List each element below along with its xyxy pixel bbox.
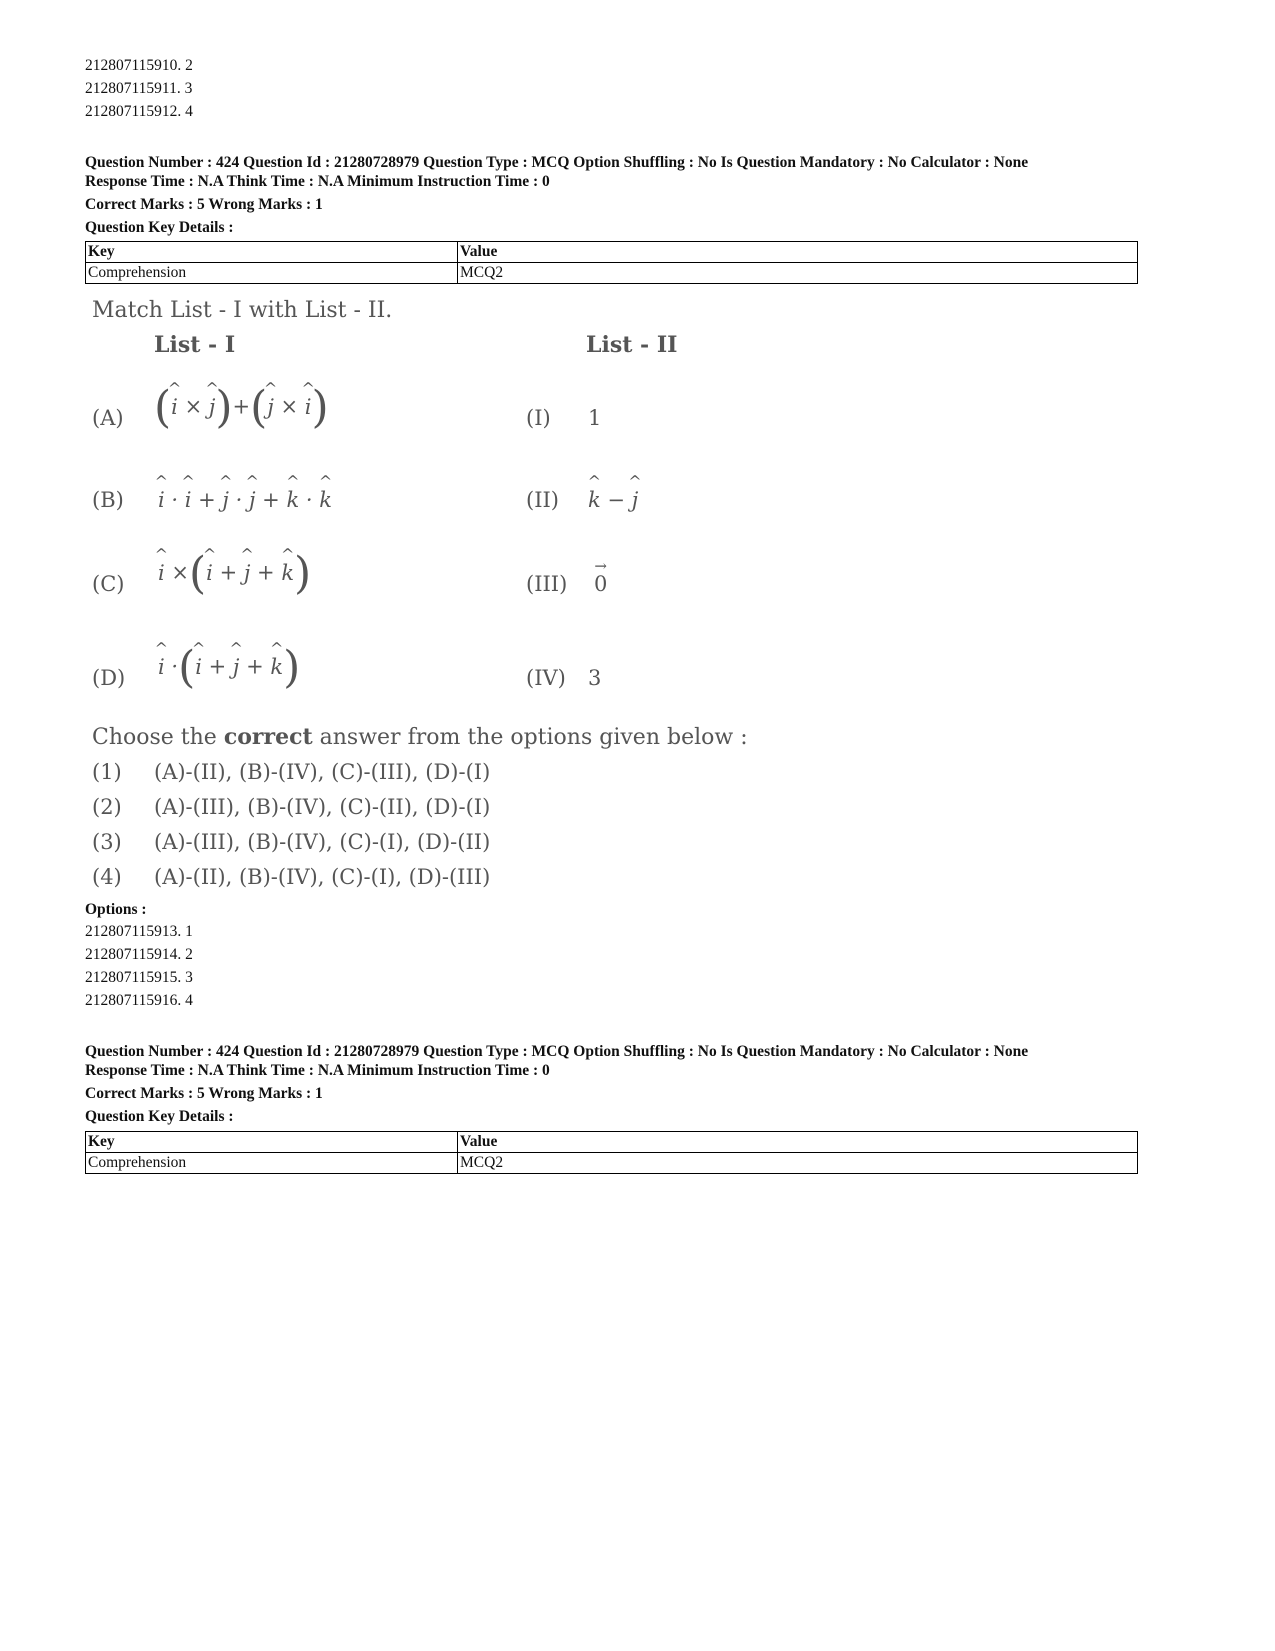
- table-cell-key: Comprehension: [86, 263, 458, 284]
- choose-pre: Choose the: [92, 725, 224, 750]
- question-meta-line2: Response Time : N.A Think Time : N.A Minimum Instruction Time : 0: [85, 173, 550, 190]
- answer-num: (3): [92, 830, 122, 854]
- question-key-details-label: Question Key Details :: [85, 219, 234, 236]
- question-key-details-label: Question Key Details :: [85, 1108, 234, 1125]
- row-b-expression: ^ i · ^ i + ^ j · ^ j + ^ k · ^ k: [158, 488, 332, 512]
- question-key-table: [85, 1131, 1138, 1174]
- option-line: 212807115915. 3: [85, 969, 193, 986]
- answer-num: (2): [92, 795, 122, 819]
- option-line: 212807115911. 3: [85, 80, 193, 97]
- choose-post: answer from the options given below :: [312, 725, 748, 750]
- question-key-table: [85, 241, 1138, 284]
- list1-heading: List - I: [154, 332, 236, 358]
- row-c-right-label: (III): [526, 572, 568, 596]
- row-a-right-value: 1: [588, 406, 602, 430]
- option-line: 212807115914. 2: [85, 946, 193, 963]
- row-a-right-label: (I): [526, 406, 551, 430]
- option-line: 212807115910. 2: [85, 57, 193, 74]
- question-meta-line2: Response Time : N.A Think Time : N.A Minimum Instruction Time : 0: [85, 1062, 550, 1079]
- option-line: 212807115916. 4: [85, 992, 193, 1009]
- table-cell-value: MCQ2: [458, 1153, 1138, 1174]
- option-line: 212807115913. 1: [85, 923, 193, 940]
- row-d-expression: ^ i ·(^ i + ^ j + ^ k): [158, 646, 300, 690]
- table-header-value: Value: [458, 1132, 1138, 1153]
- table-header-row: [86, 1132, 1138, 1153]
- previous-options: [85, 54, 193, 123]
- question-marks: Correct Marks : 5 Wrong Marks : 1: [85, 1085, 323, 1102]
- row-d-right-label: (IV): [526, 666, 566, 690]
- question-title: Match List - I with List - II.: [92, 298, 393, 323]
- table-row: [86, 1153, 1138, 1174]
- row-c-label: (C): [92, 572, 125, 596]
- answer-num: (4): [92, 865, 122, 889]
- table-header-key: Key: [86, 242, 458, 263]
- answer-text: (A)-(II), (B)-(IV), (C)-(III), (D)-(I): [154, 760, 491, 784]
- zero-vector: → 0: [594, 572, 607, 596]
- answer-num: (1): [92, 760, 122, 784]
- choose-bold: correct: [223, 724, 313, 750]
- choose-instruction: [92, 724, 748, 750]
- options-list: [85, 920, 193, 1012]
- question-image: [90, 298, 750, 898]
- answer-text: (A)-(III), (B)-(IV), (C)-(I), (D)-(II): [154, 830, 491, 854]
- answer-text: (A)-(II), (B)-(IV), (C)-(I), (D)-(III): [154, 865, 491, 889]
- row-c-right-value: [594, 572, 607, 596]
- row-d-label: (D): [92, 666, 126, 690]
- row-b-label: (B): [92, 488, 124, 512]
- table-row: [86, 263, 1138, 284]
- option-line: 212807115912. 4: [85, 103, 193, 120]
- table-cell-value: MCQ2: [458, 263, 1138, 284]
- options-label: Options :: [85, 901, 147, 918]
- question-marks: Correct Marks : 5 Wrong Marks : 1: [85, 196, 323, 213]
- answer-text: (A)-(III), (B)-(IV), (C)-(II), (D)-(I): [154, 795, 491, 819]
- row-d-right-value: 3: [588, 666, 602, 690]
- row-b-right-label: (II): [526, 488, 559, 512]
- table-cell-key: Comprehension: [86, 1153, 458, 1174]
- question-meta-line1: Question Number : 424 Question Id : 21280728979 Question Type : MCQ Option Shuffling : No Is Question Mandatory : No Calculator : None: [85, 154, 1029, 171]
- row-c-expression: ^ i ×(^ i + ^ j + ^ k): [158, 552, 311, 596]
- question-meta-line1: Question Number : 424 Question Id : 21280728979 Question Type : MCQ Option Shuffling : No Is Question Mandatory : No Calculator : None: [85, 1043, 1029, 1060]
- row-a-label: (A): [92, 406, 124, 430]
- table-header-key: Key: [86, 1132, 458, 1153]
- row-b-right-value: ^ k − ^ j: [588, 488, 638, 512]
- table-header-value: Value: [458, 242, 1138, 263]
- list2-heading: List - II: [586, 332, 678, 358]
- row-a-expression: (^ i × ^ j)+(^ j × ^ i): [154, 386, 329, 430]
- table-header-row: [86, 242, 1138, 263]
